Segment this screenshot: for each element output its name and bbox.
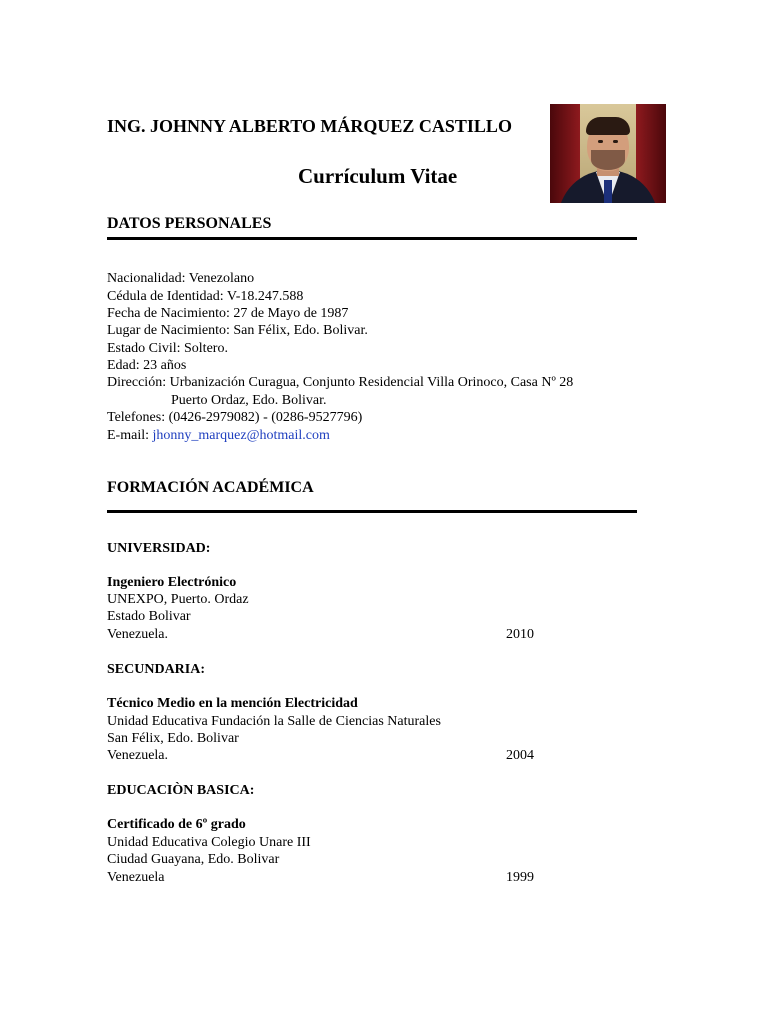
personal-line: Puerto Ordaz, Edo. Bolivar.	[171, 393, 327, 408]
personal-line: Dirección: Urbanización Curagua, Conjunto Residencial Villa Orinoco, Casa Nº 28	[107, 375, 574, 390]
personal-line: Estado Civil: Soltero.	[107, 341, 228, 356]
institution-line: Estado Bolivar	[107, 609, 191, 624]
section-heading-education: FORMACIÓN ACADÉMICA	[107, 479, 314, 496]
candidate-name: ING. JOHNNY ALBERTO MÁRQUEZ CASTILLO	[107, 116, 512, 136]
institution-line: Venezuela.	[107, 627, 169, 642]
document-title: Currículum Vitae	[298, 164, 458, 188]
degree-title: Certificado de 6º grado	[107, 817, 246, 832]
degree-title: Técnico Medio en la mención Electricidad	[107, 696, 358, 711]
institution-line: San Félix, Edo. Bolivar	[107, 731, 239, 746]
section-divider	[107, 510, 637, 513]
institution-line: Unidad Educativa Fundación la Salle de Ciencias Naturales	[107, 714, 441, 729]
graduation-year: 2010	[506, 627, 534, 642]
subsection-label: SECUNDARIA:	[107, 662, 206, 677]
institution-line: Venezuela	[107, 870, 165, 885]
email-link[interactable]: jhonny_marquez@hotmail.com	[152, 428, 330, 443]
personal-line: Nacionalidad: Venezolano	[107, 271, 255, 286]
email-line	[107, 427, 330, 444]
graduation-year: 1999	[506, 870, 534, 885]
institution-line: Unidad Educativa Colegio Unare III	[107, 835, 311, 850]
email-label: E-mail:	[107, 428, 153, 443]
subsection-label: EDUCACIÒN BASICA:	[107, 783, 255, 798]
degree-title: Ingeniero Electrónico	[107, 575, 237, 590]
personal-line: Lugar de Nacimiento: San Félix, Edo. Bolivar.	[107, 323, 368, 338]
personal-line: Fecha de Nacimiento: 27 de Mayo de 1987	[107, 306, 349, 321]
personal-line: Cédula de Identidad: V-18.247.588	[107, 289, 304, 304]
subsection-label: UNIVERSIDAD:	[107, 541, 211, 556]
section-divider	[107, 237, 637, 240]
institution-line: UNEXPO, Puerto. Ordaz	[107, 592, 249, 607]
section-heading-personal: DATOS PERSONALES	[107, 215, 272, 232]
personal-line: Edad: 23 años	[107, 358, 187, 373]
personal-line: Telefones: (0426-2979082) - (0286-9527796)	[107, 410, 363, 425]
institution-line: Venezuela.	[107, 748, 169, 763]
graduation-year: 2004	[506, 748, 534, 763]
profile-photo	[550, 104, 666, 203]
institution-line: Ciudad Guayana, Edo. Bolivar	[107, 852, 280, 867]
